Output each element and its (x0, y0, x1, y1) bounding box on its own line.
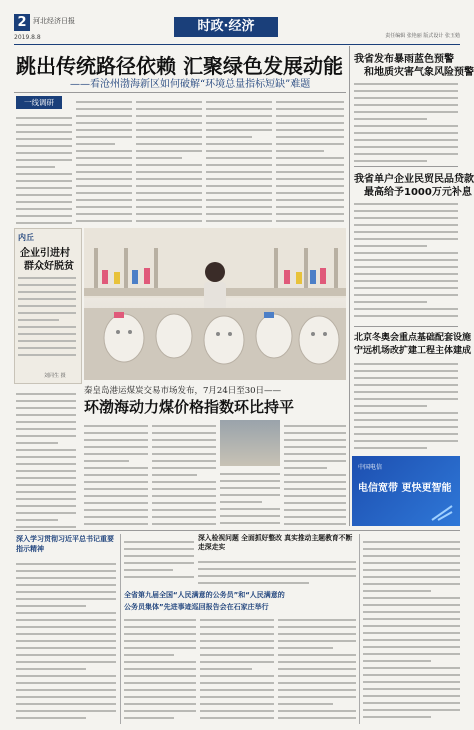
photo-credit: 刘同生 摄 (44, 373, 66, 379)
ad-brand: 中国电信 (358, 464, 383, 471)
masthead-rule (14, 44, 460, 45)
ad-banner (352, 456, 460, 526)
bottom-subcolumn-rule (120, 534, 121, 724)
bottom-left-text (16, 558, 116, 722)
bottom-mid-sub-1: 全省第九届全国“人民满意的公务员”和“人民满意的 (124, 591, 285, 599)
right-column-divider (349, 46, 350, 526)
right-story-3-headline-1: 北京冬奥会重点基础配套设施 (354, 333, 472, 343)
bottom-mid-text-col-2 (200, 614, 274, 722)
right-story-2-headline-1: 我省单户企业民贸民品贷款 (354, 174, 474, 185)
right-story-1-headline-1: 我省发布暴雨蓝色预警 (354, 54, 454, 65)
issue-date: 2019.8.8 (14, 34, 41, 41)
bottom-rule (14, 530, 460, 531)
right-story-2-headline-2: 最高给予1000万元补息 (364, 187, 472, 198)
lead-tag: 一线调研 (16, 96, 62, 109)
masthead (14, 14, 460, 44)
lead-text-col-2 (76, 96, 132, 224)
right-story-2-text (354, 198, 458, 322)
paper-name: 河北经济日报 (33, 17, 75, 25)
lead-subhead: ——看沧州渤海新区如何破解“环境总量指标短缺”难题 (70, 79, 311, 90)
bottom-mid-text-col-1 (124, 614, 196, 722)
left-column-text (16, 388, 76, 528)
bottom-mid-text-top (198, 556, 356, 586)
mid-story-col-3 (220, 468, 280, 528)
sidebar-story-tag: 内丘 (18, 233, 34, 242)
bottom-left-headline: 深入学习贯彻习近平总书记重要指示精神 (16, 535, 114, 553)
right-story-3-headline-2: 宁远机场改扩建工程主体建成 (354, 346, 472, 356)
mid-story-col-1 (84, 420, 148, 528)
mid-story-kicker: 秦皇岛港运煤炭交易市场发布，7月24日至30日—— (84, 386, 282, 396)
sidebar-story-text (18, 272, 76, 356)
bottom-mid-text-col-3 (278, 614, 356, 722)
section-label: 时政·经济 (174, 17, 278, 37)
signal-icon (430, 504, 454, 522)
mid-story-headline: 环渤海动力煤价格指数环比持平 (84, 398, 295, 416)
mid-story-col-2 (152, 420, 216, 528)
editor-credits: 责任编辑 张艳丽 版式设计 张玉勉 (385, 33, 460, 39)
bottom-mid-headline: 深入检视问题 全面抓好整改 真实推动主题教育不断走深走实 (198, 534, 353, 551)
sidebar-story-headline-2: 群众好脱贫 (24, 261, 74, 272)
ad-text: 电信宽带 更快更智能 (358, 483, 452, 494)
lead-headline: 跳出传统路径依赖 汇聚绿色发展动能 (16, 54, 343, 78)
sidebar-story-headline-1: 企业引进村 (20, 248, 70, 259)
mid-story-col-4 (284, 420, 346, 528)
page-number: 2 (14, 14, 30, 31)
photo-illustration (84, 228, 346, 380)
lead-text-col-4 (206, 96, 272, 224)
right-story-1-headline-2: 和地质灾害气象风险预警 (364, 67, 474, 78)
feature-photo (84, 228, 346, 380)
bottom-second-text (124, 536, 194, 584)
lead-text-col-1 (16, 112, 72, 224)
mid-story-photo (220, 420, 280, 466)
bottom-mid-sub-2: 公务员集体”先进事迹巡回报告会在石家庄举行 (124, 603, 269, 611)
lead-text-col-3 (136, 96, 202, 224)
bottom-right-text (363, 536, 460, 722)
right-story-3-text (354, 358, 458, 452)
lead-rule (14, 92, 346, 93)
right-story-1-text (354, 78, 458, 162)
right-rule-2 (354, 326, 458, 327)
lead-text-col-5 (276, 96, 344, 224)
bottom-right-rule (359, 534, 360, 724)
right-rule-1 (354, 166, 458, 167)
